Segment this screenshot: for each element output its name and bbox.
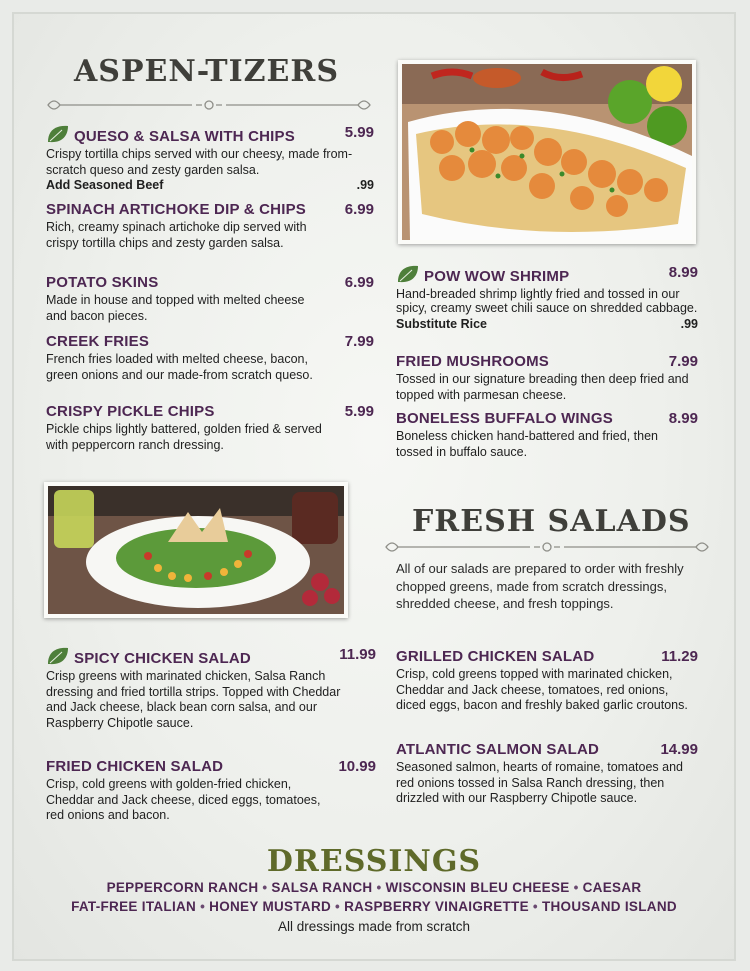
- item-price: 6.99: [344, 274, 374, 291]
- item-price: 7.99: [344, 333, 374, 350]
- item-name: SPICY CHICKEN SALAD: [74, 650, 251, 667]
- item-name: FRIED CHICKEN SALAD: [46, 758, 224, 775]
- dressings-title: DRESSINGS: [266, 844, 482, 879]
- menu-item-fried-chicken-salad: [46, 758, 376, 824]
- addon-price: .99: [680, 317, 698, 331]
- item-price: 10.99: [338, 758, 376, 775]
- dressing-item: FAT-FREE ITALIAN: [71, 899, 197, 914]
- item-desc: Pickle chips lightly battered, golden fried & served with peppercorn ranch dressing.: [46, 422, 322, 452]
- menu-item-pickle-chips: [46, 403, 374, 453]
- item-price: 5.99: [344, 403, 374, 420]
- item-desc: French fries loaded with melted cheese, bacon, green onions and our made-from scratch queso.: [46, 352, 313, 382]
- item-price: 6.99: [344, 201, 374, 218]
- dressing-item: SALSA RANCH: [271, 880, 373, 895]
- menu-item-creek-fries: [46, 333, 374, 383]
- item-addon: [46, 178, 374, 193]
- appetizers-title: ASPEN-TIZERS: [74, 54, 339, 89]
- salads-title: FRESH SALADS: [412, 504, 691, 539]
- shrimp-photo: [398, 60, 696, 244]
- addon-label: Substitute Rice: [396, 317, 487, 331]
- menu-page: [14, 14, 734, 959]
- dressing-item: THOUSAND ISLAND: [541, 899, 677, 914]
- menu-item-buffalo-wings: [396, 410, 698, 460]
- item-price: 8.99: [668, 264, 698, 281]
- item-name: POTATO SKINS: [46, 274, 159, 291]
- item-desc: Tossed in our signature breading then deep fried and topped with parmesan cheese.: [396, 372, 689, 402]
- shrimp-illustration: [402, 64, 692, 240]
- item-price: 11.99: [339, 646, 376, 663]
- ornament-divider: [42, 94, 376, 116]
- item-price: 7.99: [668, 353, 698, 370]
- item-name: BONELESS BUFFALO WINGS: [396, 410, 613, 427]
- salad-photo: [44, 482, 348, 618]
- leaf-icon: [46, 646, 70, 666]
- menu-item-spinach-dip: [46, 201, 374, 251]
- item-desc: Crisp, cold greens topped with marinated chicken, Cheddar and Jack cheese, tomatoes, red onions, diced eggs, bacon and freshly baked garlic croutons.: [396, 667, 688, 712]
- item-name: CRISPY PICKLE CHIPS: [46, 403, 215, 420]
- item-name: QUESO & SALSA WITH CHIPS: [74, 128, 295, 145]
- menu-item-fried-mushrooms: [396, 353, 698, 403]
- dressing-item: CAESAR: [582, 880, 642, 895]
- salads-intro: All of our salads are prepared to order with freshly chopped greens, made from scratch dressings, shredded cheese, and fresh toppings.: [396, 561, 684, 611]
- ornament-divider: [380, 536, 714, 558]
- item-name: GRILLED CHICKEN SALAD: [396, 648, 595, 665]
- leaf-icon: [396, 264, 420, 284]
- item-name: SPINACH ARTICHOKE DIP & CHIPS: [46, 201, 306, 218]
- item-name: POW WOW SHRIMP: [424, 268, 570, 285]
- item-desc: Made in house and topped with melted cheese and bacon pieces.: [46, 293, 305, 323]
- item-price: 11.29: [661, 648, 698, 665]
- item-name: CREEK FRIES: [46, 333, 150, 350]
- menu-item-spicy-chicken-salad: [46, 646, 376, 731]
- item-desc: Rich, creamy spinach artichoke dip served with crispy tortilla chips and zesty garden salsa.: [46, 220, 307, 250]
- menu-item-atlantic-salmon-salad: [396, 741, 698, 807]
- dressings-note: All dressings made from scratch: [277, 919, 471, 934]
- dressings-line-1: PEPPERCORN RANCH • SALSA RANCH • WISCONSIN BLEU CHEESE • CAESAR: [106, 880, 642, 895]
- item-desc: Hand-breaded shrimp lightly fried and tossed in our spicy, creamy sweet chili sauce on shredded cabbage.: [396, 287, 698, 315]
- salad-illustration: [48, 486, 344, 614]
- item-desc: Seasoned salmon, hearts of romaine, tomatoes and red onions tossed in Salsa Ranch dressing, then drizzled with our Raspberry Chipotle sauce.: [396, 760, 683, 805]
- item-price: 8.99: [668, 410, 698, 427]
- item-desc: Crisp, cold greens with golden-fried chicken, Cheddar and Jack cheese, diced eggs, tomatoes, red onions and bacon.: [46, 777, 321, 822]
- item-desc: Crisp greens with marinated chicken, Salsa Ranch dressing and fried tortilla strips. Topped with Cheddar and Jack cheese, black bean corn salsa, and our Raspberry Chipotle sauce.: [46, 669, 341, 730]
- item-addon: [396, 317, 698, 332]
- dressing-item: RASPBERRY VINAIGRETTE: [344, 899, 529, 914]
- item-desc: Crispy tortilla chips served with our cheesy, made from-scratch queso and zesty garden salsa.: [46, 147, 353, 177]
- item-price: 5.99: [344, 124, 374, 141]
- menu-item-queso: [46, 124, 374, 193]
- addon-label: Add Seasoned Beef: [46, 178, 164, 192]
- menu-item-pow-wow-shrimp: [396, 264, 698, 332]
- dressing-item: PEPPERCORN RANCH: [106, 880, 259, 895]
- addon-price: .99: [356, 178, 374, 192]
- dressing-item: WISCONSIN BLEU CHEESE: [385, 880, 570, 895]
- item-price: 14.99: [660, 741, 698, 758]
- item-name: ATLANTIC SALMON SALAD: [396, 741, 600, 758]
- menu-item-potato-skins: [46, 274, 374, 324]
- menu-item-grilled-chicken-salad: [396, 648, 698, 714]
- dressing-item: HONEY MUSTARD: [209, 899, 332, 914]
- dressings-line-2: FAT-FREE ITALIAN • HONEY MUSTARD • RASPBERRY VINAIGRETTE • THOUSAND ISLAND: [71, 899, 677, 914]
- item-desc: Boneless chicken hand-battered and fried, then tossed in buffalo sauce.: [396, 429, 658, 459]
- leaf-icon: [46, 124, 70, 144]
- item-name: FRIED MUSHROOMS: [396, 353, 549, 370]
